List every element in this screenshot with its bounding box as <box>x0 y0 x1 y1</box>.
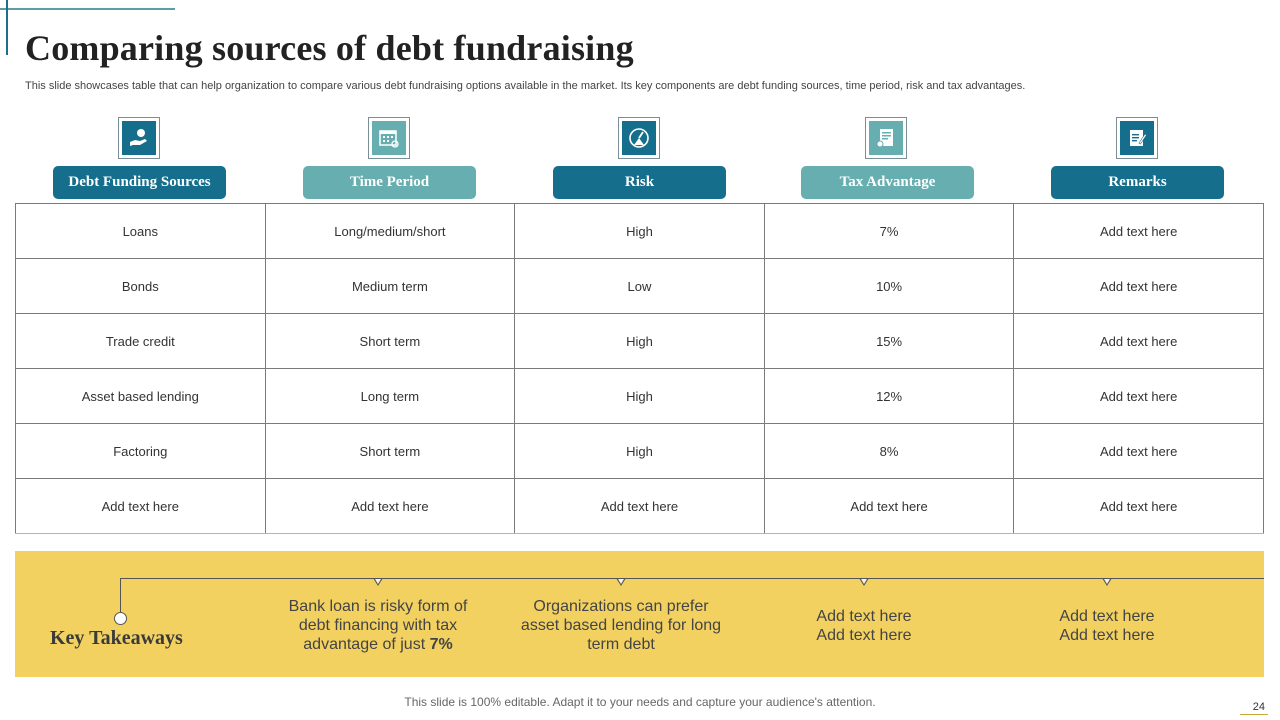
timeline-marker <box>373 578 383 586</box>
table-cell: High <box>515 424 765 479</box>
timeline-marker <box>1102 578 1112 586</box>
table-row <box>16 369 1264 424</box>
timeline-marker <box>859 578 869 586</box>
table-row <box>16 479 1264 534</box>
takeaway-item <box>759 607 969 645</box>
takeaway-line: Add text here <box>1059 608 1155 625</box>
hand-money-glyph <box>127 126 151 150</box>
timeline-connector <box>120 578 121 613</box>
table-row <box>16 424 1264 479</box>
header-debt-funding-sources: Debt Funding Sources <box>53 166 226 199</box>
timeline-start-circle <box>114 612 127 625</box>
takeaway-item <box>273 597 483 654</box>
header-tax-advantage: Tax Advantage <box>801 166 974 199</box>
header-time-period: Time Period <box>303 166 476 199</box>
table-cell: Trade credit <box>16 314 266 369</box>
table-cell: 8% <box>764 424 1014 479</box>
takeaway-text: Bank loan is risky form of debt financing with tax advantage of just <box>288 598 468 653</box>
corner-accent-vertical <box>6 0 8 55</box>
table-cell: Bonds <box>16 259 266 314</box>
table-cell: High <box>515 314 765 369</box>
table-cell: Long term <box>265 369 515 424</box>
table-cell: Add text here <box>265 479 515 534</box>
table-cell: Add text here <box>16 479 266 534</box>
slide-title: Comparing sources of debt fundraising <box>25 28 634 68</box>
table-cell: Add text here <box>1014 424 1264 479</box>
table-cell: Low <box>515 259 765 314</box>
gauge-icon <box>618 117 660 159</box>
notepad-icon <box>1116 117 1158 159</box>
timeline-marker <box>616 578 626 586</box>
takeaway-item <box>1002 607 1212 645</box>
table-row <box>16 314 1264 369</box>
takeaway-line: Add text here <box>816 627 912 644</box>
table-cell: 12% <box>764 369 1014 424</box>
slide-subtitle: This slide showcases table that can help organization to compare various debt fundraising options available in the market. Its key components are debt funding sources, time period, risk and tax advantages. <box>25 80 1026 92</box>
table-row <box>16 204 1264 259</box>
table-cell: Loans <box>16 204 266 259</box>
table-cell: Add text here <box>764 479 1014 534</box>
table-cell: Long/medium/short <box>265 204 515 259</box>
calendar-glyph <box>377 126 401 150</box>
timeline-line <box>120 578 1264 579</box>
table-cell: High <box>515 204 765 259</box>
table-cell: Factoring <box>16 424 266 479</box>
page-number-underline <box>1240 714 1268 715</box>
table-cell: 10% <box>764 259 1014 314</box>
table-cell: 7% <box>764 204 1014 259</box>
table-cell: Add text here <box>1014 259 1264 314</box>
header-risk: Risk <box>553 166 726 199</box>
table-cell: Asset based lending <box>16 369 266 424</box>
gauge-glyph <box>627 126 651 150</box>
corner-accent-horizontal <box>0 8 175 10</box>
calendar-icon <box>368 117 410 159</box>
tax-document-icon <box>865 117 907 159</box>
table-cell: Add text here <box>1014 204 1264 259</box>
footer-note: This slide is 100% editable. Adapt it to your needs and capture your audience's attention. <box>404 695 876 709</box>
takeaway-line: Add text here <box>1059 627 1155 644</box>
table-cell: Add text here <box>1014 314 1264 369</box>
table-row <box>16 259 1264 314</box>
takeaway-item: Organizations can prefer asset based lending for long term debt <box>520 598 722 653</box>
table-cell: Add text here <box>1014 479 1264 534</box>
key-takeaways-panel <box>15 551 1264 677</box>
table-cell: Add text here <box>1014 369 1264 424</box>
key-takeaways-heading: Key Takeaways <box>50 627 183 649</box>
takeaway-highlight: 7% <box>429 636 453 653</box>
hand-money-icon <box>118 117 160 159</box>
table-cell: High <box>515 369 765 424</box>
tax-document-glyph <box>874 126 898 150</box>
table-cell: Short term <box>265 314 515 369</box>
table-cell: 15% <box>764 314 1014 369</box>
comparison-table <box>15 203 1264 534</box>
notepad-glyph <box>1125 126 1149 150</box>
table-cell: Short term <box>265 424 515 479</box>
table-cell: Medium term <box>265 259 515 314</box>
header-remarks: Remarks <box>1051 166 1224 199</box>
table-cell: Add text here <box>515 479 765 534</box>
page-number: 24 <box>1252 701 1265 713</box>
takeaway-line: Add text here <box>816 608 912 625</box>
